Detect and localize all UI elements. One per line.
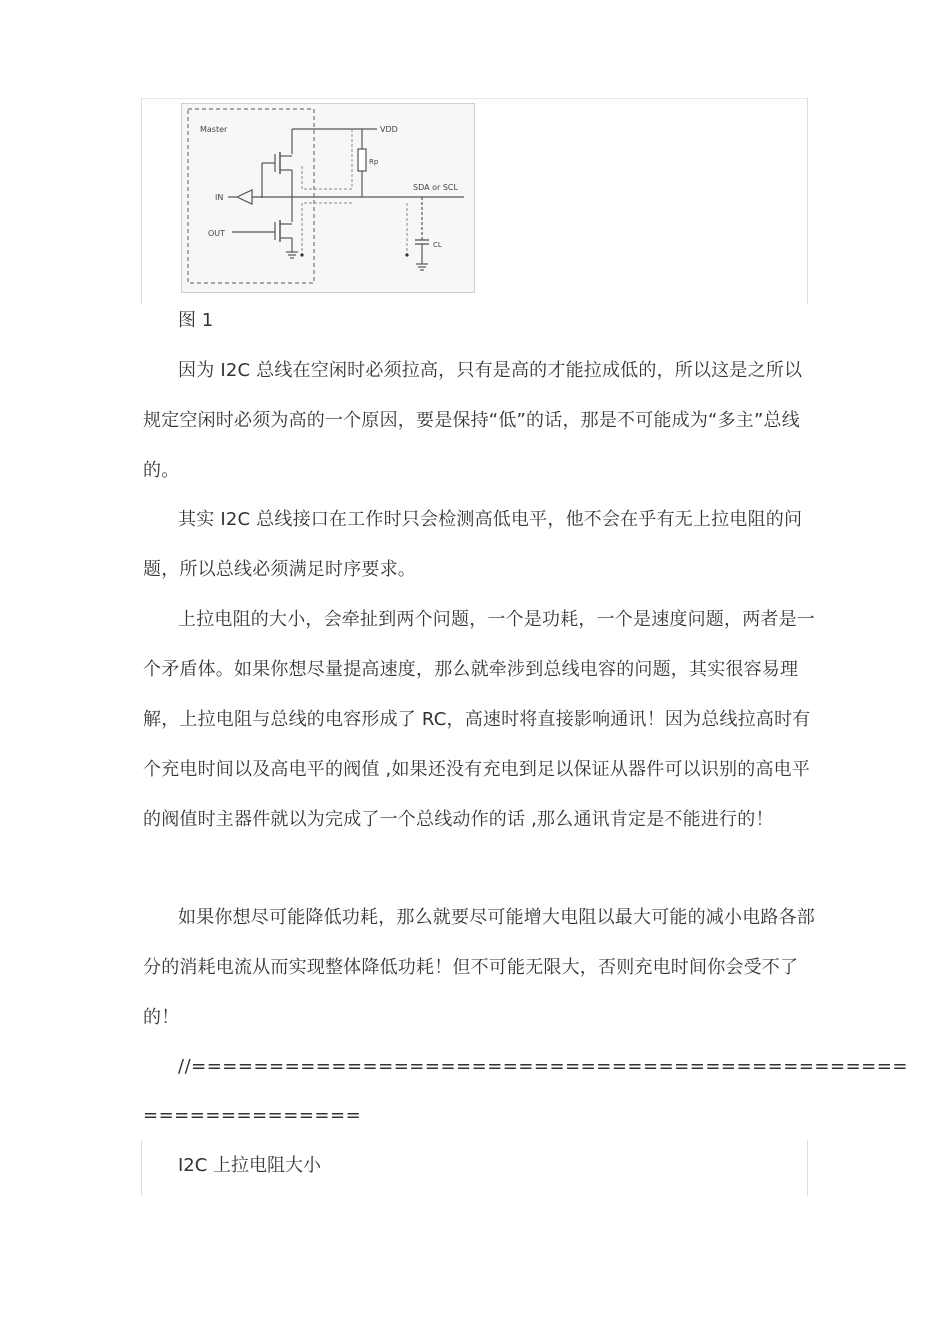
left-margin-line <box>141 98 142 304</box>
left-margin-line-lower <box>141 1140 142 1196</box>
master-label: Master <box>200 125 228 134</box>
in-label: IN <box>215 193 224 202</box>
paragraph-1: 因为 I2C 总线在空闲时必须拉高，只有是高的才能拉成低的，所以这是之所以规定空闲时必须为高的一个原因，要是保持“低”的话，那是不可能成为“多主”总线的。 <box>143 360 803 481</box>
figure-caption: 图 1 <box>178 310 214 331</box>
circuit-figure <box>181 103 475 293</box>
paragraph-2: 其实 I2C 总线接口在工作时只会检测高低电平，他不会在乎有无上拉电阻的问题，所以总线必须满足时序要求。 <box>143 509 803 580</box>
i2c-circuit-diagram <box>182 104 474 292</box>
bus-label: SDA or SCL <box>413 183 458 192</box>
rp-label: Rp <box>369 158 379 166</box>
paragraph-4: 如果你想尽可能降低功耗，那么就要尽可能增大电阻以最大可能的减小电路各部分的消耗电流从而实现整体降低功耗！但不可能无限大，否则充电时间你会受不了的！ <box>143 907 815 1028</box>
paragraph-3: 上拉电阻的大小，会牵扯到两个问题，一个是功耗，一个是速度问题，两者是一个矛盾体。如果你想尽量提高速度，那么就牵涉到总线电容的问题，其实很容易理解，上拉电阻与总线的电容形成了 RC，高速时将直接影响通讯！因为总线拉高时有个充电时间以及高电平的阀值 ,如果还没有充电到足以保证从器件可以识别的高电平的阀值时主器件就以为完成了一个总线动作的话 ,那么通讯肯定是不能进行的！ <box>143 609 815 830</box>
out-label: OUT <box>208 229 226 238</box>
separator-line-1: //============================================== <box>178 1056 908 1077</box>
section-title: I2C 上拉电阻大小 <box>178 1155 322 1176</box>
vdd-label: VDD <box>380 125 398 134</box>
right-margin-line <box>807 98 808 304</box>
cl-label: CL <box>433 241 442 249</box>
separator-line-2: ============== <box>143 1105 362 1126</box>
right-margin-line-lower <box>807 1140 808 1196</box>
